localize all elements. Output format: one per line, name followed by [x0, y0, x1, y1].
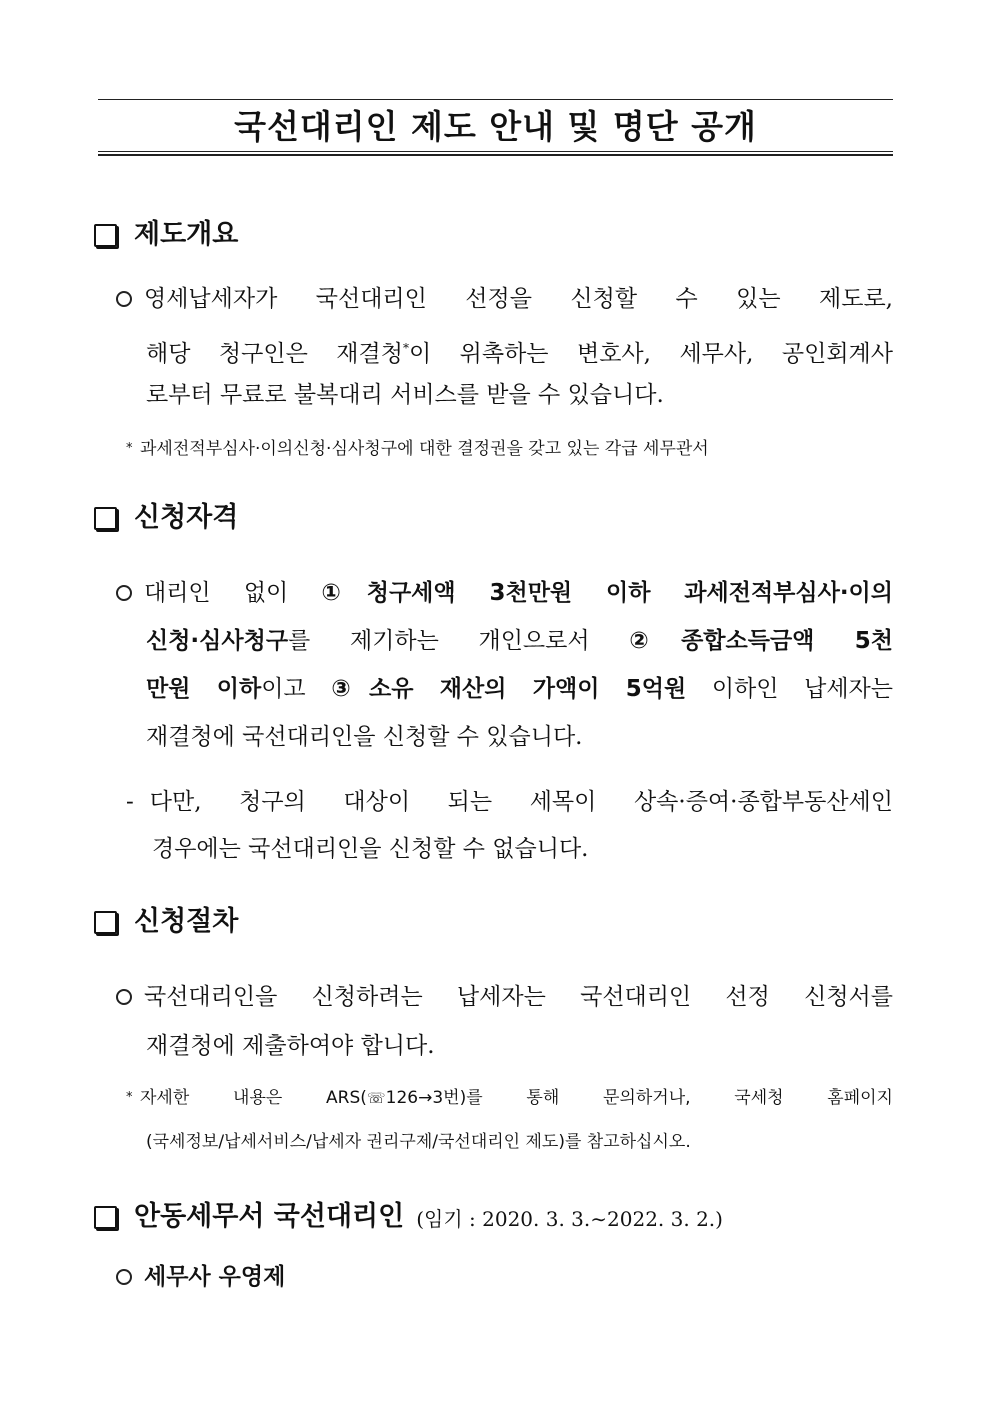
procedure-text-1: 국선대리인을 신청하려는 납세자는 국선대리인 선정 신청서를 [144, 984, 893, 1010]
representative-name: 세무사 우영제 [144, 1264, 286, 1290]
title-bottom-rule [98, 151, 893, 156]
eligibility-line-3 [146, 674, 893, 704]
eligibility-line-4: 재결청에 국선대리인을 신청할 수 있습니다. [146, 724, 583, 750]
eligibility-text: 를 제기하는 개인으로서 [288, 628, 630, 654]
eligibility-text: 이하인 납세자는 [686, 676, 893, 702]
eligibility-line-2 [146, 626, 893, 656]
section-heading-andong [94, 1200, 723, 1234]
eligibility-bold: ①청구세액 3천만원 이하 과세전적부심사·이의 [321, 580, 893, 606]
eligibility-line-1 [116, 578, 893, 608]
overview-text-2b: 이 위촉하는 변호사, 세무사, 공인회계사 [408, 341, 893, 367]
procedure-line-2: 재결청에 제출하여야 합니다. [146, 1033, 435, 1059]
overview-line-3: 로부터 무료로 불복대리 서비스를 받을 수 있습니다. [146, 382, 664, 408]
eligibility-bold: 신청·심사청구 [146, 628, 289, 654]
section-heading-overview [94, 218, 238, 252]
circle-bullet-icon [116, 1269, 132, 1285]
eligibility-sub-line-2: 경우에는 국선대리인을 신청할 수 없습니다. [152, 836, 589, 862]
overview-line-1 [116, 284, 893, 314]
circle-bullet-icon [116, 291, 132, 307]
eligibility-bold: ③소유 재산의 가액이 5억원 [331, 676, 687, 702]
overview-text-1: 영세납세자가 국선대리인 선정을 신청할 수 있는 제도로, [144, 286, 893, 312]
title-top-rule [98, 99, 893, 100]
overview-footnote [126, 437, 709, 461]
circle-bullet-icon [116, 989, 132, 1005]
checkbox-square-icon [94, 1206, 117, 1229]
page-title: 국선대리인 제도 안내 및 명단 공개 [234, 107, 757, 146]
procedure-line-1 [116, 982, 893, 1012]
section-heading-procedure [94, 905, 238, 939]
eligibility-sub-text: 다만, 청구의 대상이 되는 세목이 상속·증여·종합부동산세인 [149, 789, 893, 815]
procedure-footnote-2: (국세정보/납세서비스/납세자 권리구제/국선대리인 제도)를 참고하십시오. [146, 1132, 691, 1152]
term-period: (임기 : 2020. 3. 3.∼2022. 3. 2.) [416, 1206, 723, 1231]
overview-footnote-text: 과세전적부심사·이의신청·심사청구에 대한 결정권을 갖고 있는 각급 세무관서 [140, 439, 709, 459]
footnote-star: * [126, 441, 133, 456]
dash-marker: - [126, 789, 134, 815]
section-heading-eligibility [94, 501, 238, 535]
checkbox-square-icon [94, 224, 117, 247]
telephone-icon: ☏ [366, 1089, 386, 1107]
circle-bullet-icon [116, 585, 132, 601]
footnote-marker: * [402, 341, 409, 355]
overview-line-2 [146, 333, 893, 369]
eligibility-text: 대리인 없이 [144, 580, 322, 606]
checkbox-square-icon [94, 911, 117, 934]
overview-text-2a: 해당 청구인은 재결청 [146, 341, 403, 367]
eligibility-bold: 만원 이하 [146, 676, 262, 702]
footnote-star: * [126, 1090, 133, 1105]
procedure-footnote-1 [126, 1086, 893, 1110]
procedure-note-text: 자세한 내용은 ARS( [140, 1088, 367, 1108]
checkbox-square-icon [94, 507, 117, 530]
procedure-note-text: 126→3번)를 통해 문의하거나, 국세청 홈페이지 [385, 1088, 893, 1108]
section-heading-label: 신청자격 [134, 502, 239, 533]
section-heading-label: 제도개요 [134, 219, 239, 250]
section-heading-label: 안동세무서 국선대리인 [134, 1201, 405, 1232]
eligibility-bold: ②종합소득금액 5천 [629, 628, 893, 654]
representative-item [116, 1262, 285, 1292]
section-heading-label: 신청절차 [134, 906, 239, 937]
eligibility-text: 이고 [261, 676, 332, 702]
eligibility-sub-line-1 [126, 787, 893, 817]
